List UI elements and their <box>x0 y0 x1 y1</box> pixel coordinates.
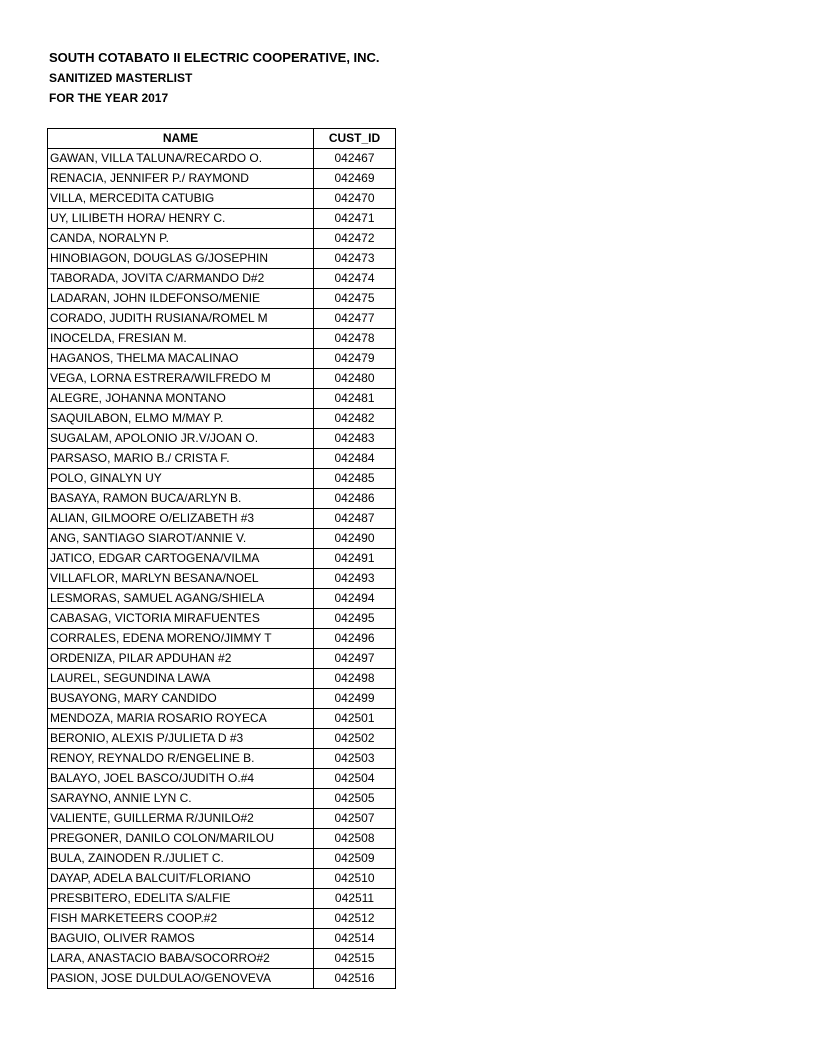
customer-id-cell: 042511 <box>314 889 396 909</box>
customer-name-cell: BULA, ZAINODEN R./JULIET C. <box>48 849 314 869</box>
table-row <box>48 489 396 509</box>
table-row <box>48 569 396 589</box>
customer-name-cell: LESMORAS, SAMUEL AGANG/SHIELA <box>48 589 314 609</box>
customer-id-cell: 042495 <box>314 609 396 629</box>
customer-name-cell: RENACIA, JENNIFER P./ RAYMOND <box>48 169 314 189</box>
table-row <box>48 689 396 709</box>
customer-id-cell: 042473 <box>314 249 396 269</box>
table-row <box>48 429 396 449</box>
table-row <box>48 369 396 389</box>
table-row <box>48 769 396 789</box>
table-row <box>48 469 396 489</box>
customer-id-cell: 042507 <box>314 809 396 829</box>
customer-name-cell: CANDA, NORALYN P. <box>48 229 314 249</box>
table-row <box>48 669 396 689</box>
customer-name-cell: DAYAP, ADELA BALCUIT/FLORIANO <box>48 869 314 889</box>
table-body <box>48 149 396 989</box>
table-row <box>48 729 396 749</box>
customer-name-cell: BERONIO, ALEXIS P/JULIETA D #3 <box>48 729 314 749</box>
customer-id-cell: 042504 <box>314 769 396 789</box>
year-label: FOR THE YEAR 2017 <box>49 91 169 105</box>
customer-id-cell: 042491 <box>314 549 396 569</box>
customer-id-cell: 042493 <box>314 569 396 589</box>
customer-id-cell: 042494 <box>314 589 396 609</box>
customer-id-cell: 042498 <box>314 669 396 689</box>
customer-name-cell: FISH MARKETEERS COOP.#2 <box>48 909 314 929</box>
customer-id-cell: 042475 <box>314 289 396 309</box>
customer-name-cell: POLO, GINALYN UY <box>48 469 314 489</box>
customer-id-cell: 042515 <box>314 949 396 969</box>
table-row <box>48 229 396 249</box>
customer-name-cell: MENDOZA, MARIA ROSARIO ROYECA <box>48 709 314 729</box>
table-row <box>48 169 396 189</box>
column-header-cust-id: CUST_ID <box>314 129 396 149</box>
customer-id-cell: 042482 <box>314 409 396 429</box>
column-header-name: NAME <box>48 129 314 149</box>
table-row <box>48 249 396 269</box>
customer-id-cell: 042480 <box>314 369 396 389</box>
customer-name-cell: PARSASO, MARIO B./ CRISTA F. <box>48 449 314 469</box>
table-header-row <box>48 129 396 149</box>
customer-name-cell: SUGALAM, APOLONIO JR.V/JOAN O. <box>48 429 314 449</box>
customer-name-cell: LAUREL, SEGUNDINA LAWA <box>48 669 314 689</box>
customer-id-cell: 042510 <box>314 869 396 889</box>
table-row <box>48 529 396 549</box>
customer-name-cell: BALAYO, JOEL BASCO/JUDITH O.#4 <box>48 769 314 789</box>
customer-id-cell: 042486 <box>314 489 396 509</box>
customer-id-cell: 042474 <box>314 269 396 289</box>
customer-id-cell: 042481 <box>314 389 396 409</box>
customer-name-cell: VILLAFLOR, MARLYN BESANA/NOEL <box>48 569 314 589</box>
customer-id-cell: 042499 <box>314 689 396 709</box>
customer-name-cell: PREGONER, DANILO COLON/MARILOU <box>48 829 314 849</box>
customer-id-cell: 042514 <box>314 929 396 949</box>
customer-name-cell: VILLA, MERCEDITA CATUBIG <box>48 189 314 209</box>
table-row <box>48 189 396 209</box>
table-row <box>48 889 396 909</box>
table-row <box>48 409 396 429</box>
table-row <box>48 869 396 889</box>
table-row <box>48 709 396 729</box>
customer-name-cell: BAGUIO, OLIVER RAMOS <box>48 929 314 949</box>
customer-name-cell: SARAYNO, ANNIE LYN C. <box>48 789 314 809</box>
customer-name-cell: HINOBIAGON, DOUGLAS G/JOSEPHIN <box>48 249 314 269</box>
masterlist-table <box>47 128 396 989</box>
table-row <box>48 749 396 769</box>
customer-name-cell: CABASAG, VICTORIA MIRAFUENTES <box>48 609 314 629</box>
customer-name-cell: LARA, ANASTACIO BABA/SOCORRO#2 <box>48 949 314 969</box>
customer-name-cell: LADARAN, JOHN ILDEFONSO/MENIE <box>48 289 314 309</box>
customer-name-cell: SAQUILABON, ELMO M/MAY P. <box>48 409 314 429</box>
customer-name-cell: CORRALES, EDENA MORENO/JIMMY T <box>48 629 314 649</box>
customer-name-cell: JATICO, EDGAR CARTOGENA/VILMA <box>48 549 314 569</box>
table-row <box>48 269 396 289</box>
customer-id-cell: 042505 <box>314 789 396 809</box>
table-row <box>48 549 396 569</box>
customer-id-cell: 042503 <box>314 749 396 769</box>
customer-name-cell: RENOY, REYNALDO R/ENGELINE B. <box>48 749 314 769</box>
table-row <box>48 209 396 229</box>
table-row <box>48 349 396 369</box>
customer-name-cell: ALIAN, GILMOORE O/ELIZABETH #3 <box>48 509 314 529</box>
customer-id-cell: 042487 <box>314 509 396 529</box>
table-row <box>48 949 396 969</box>
table-row <box>48 309 396 329</box>
table-row <box>48 329 396 349</box>
customer-name-cell: PASION, JOSE DULDULAO/GENOVEVA <box>48 969 314 989</box>
document-header <box>49 48 380 108</box>
table-row <box>48 929 396 949</box>
table-row <box>48 849 396 869</box>
customer-id-cell: 042502 <box>314 729 396 749</box>
customer-name-cell: ORDENIZA, PILAR APDUHAN #2 <box>48 649 314 669</box>
customer-id-cell: 042479 <box>314 349 396 369</box>
customer-name-cell: BASAYA, RAMON BUCA/ARLYN B. <box>48 489 314 509</box>
table-row <box>48 629 396 649</box>
customer-name-cell: ALEGRE, JOHANNA MONTANO <box>48 389 314 409</box>
customer-name-cell: ANG, SANTIAGO SIAROT/ANNIE V. <box>48 529 314 549</box>
company-title: SOUTH COTABATO II ELECTRIC COOPERATIVE, INC. <box>49 50 380 65</box>
table-row <box>48 609 396 629</box>
customer-id-cell: 042469 <box>314 169 396 189</box>
customer-id-cell: 042467 <box>314 149 396 169</box>
customer-name-cell: UY, LILIBETH HORA/ HENRY C. <box>48 209 314 229</box>
customer-name-cell: PRESBITERO, EDELITA S/ALFIE <box>48 889 314 909</box>
table-row <box>48 449 396 469</box>
customer-id-cell: 042497 <box>314 649 396 669</box>
customer-name-cell: BUSAYONG, MARY CANDIDO <box>48 689 314 709</box>
customer-id-cell: 042516 <box>314 969 396 989</box>
customer-id-cell: 042470 <box>314 189 396 209</box>
table-row <box>48 389 396 409</box>
customer-id-cell: 042508 <box>314 829 396 849</box>
table-row <box>48 649 396 669</box>
customer-name-cell: TABORADA, JOVITA C/ARMANDO D#2 <box>48 269 314 289</box>
table-row <box>48 829 396 849</box>
table-row <box>48 809 396 829</box>
customer-id-cell: 042471 <box>314 209 396 229</box>
customer-id-cell: 042512 <box>314 909 396 929</box>
customer-name-cell: INOCELDA, FRESIAN M. <box>48 329 314 349</box>
table-row <box>48 149 396 169</box>
document-subtitle: SANITIZED MASTERLIST <box>49 71 193 85</box>
table-row <box>48 909 396 929</box>
customer-name-cell: VEGA, LORNA ESTRERA/WILFREDO M <box>48 369 314 389</box>
table-row <box>48 969 396 989</box>
customer-id-cell: 042478 <box>314 329 396 349</box>
customer-name-cell: CORADO, JUDITH RUSIANA/ROMEL M <box>48 309 314 329</box>
customer-id-cell: 042496 <box>314 629 396 649</box>
customer-name-cell: HAGANOS, THELMA MACALINAO <box>48 349 314 369</box>
customer-id-cell: 042485 <box>314 469 396 489</box>
customer-name-cell: GAWAN, VILLA TALUNA/RECARDO O. <box>48 149 314 169</box>
table-row <box>48 289 396 309</box>
customer-name-cell: VALIENTE, GUILLERMA R/JUNILO#2 <box>48 809 314 829</box>
customer-id-cell: 042484 <box>314 449 396 469</box>
customer-id-cell: 042509 <box>314 849 396 869</box>
customer-id-cell: 042477 <box>314 309 396 329</box>
customer-id-cell: 042483 <box>314 429 396 449</box>
table-row <box>48 509 396 529</box>
table-row <box>48 589 396 609</box>
customer-id-cell: 042501 <box>314 709 396 729</box>
customer-id-cell: 042472 <box>314 229 396 249</box>
table-row <box>48 789 396 809</box>
customer-id-cell: 042490 <box>314 529 396 549</box>
